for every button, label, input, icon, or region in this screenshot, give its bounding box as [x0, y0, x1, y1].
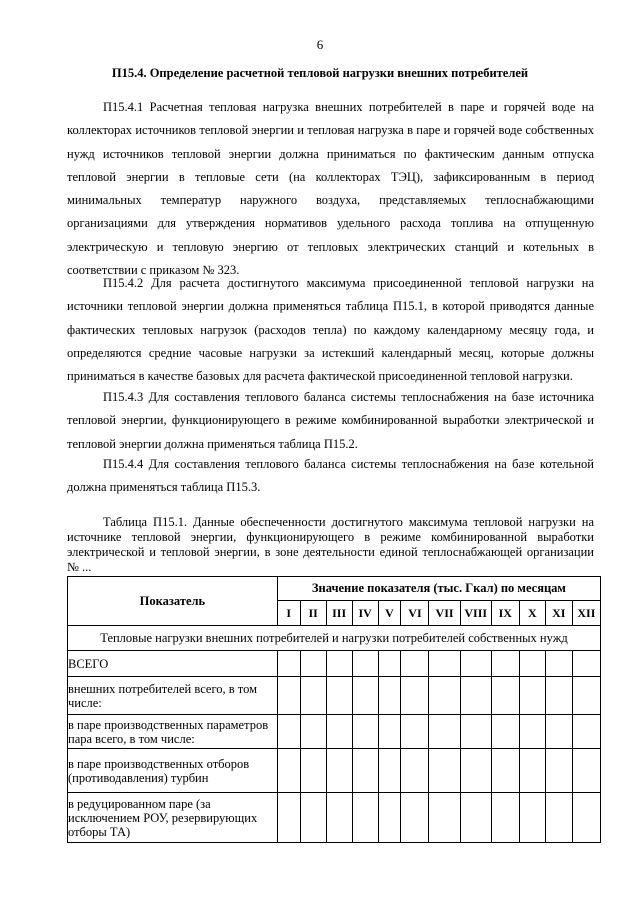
table-row — [68, 715, 601, 749]
table-cell — [401, 793, 429, 843]
table-cell — [378, 793, 401, 843]
table-cell — [491, 715, 519, 749]
table-cell — [401, 651, 429, 677]
table-cell — [491, 793, 519, 843]
month-header: VIII — [460, 601, 491, 626]
table-cell — [401, 749, 429, 793]
table-cell — [460, 651, 491, 677]
table-cell — [572, 677, 600, 715]
month-header: V — [378, 601, 401, 626]
table-cell — [460, 715, 491, 749]
month-header: IX — [491, 601, 519, 626]
table-cell — [429, 715, 460, 749]
table-header-row — [68, 577, 601, 601]
table-cell — [300, 677, 326, 715]
table-cell — [326, 715, 352, 749]
table-cell — [572, 793, 600, 843]
table-cell — [519, 677, 545, 715]
table-cell — [460, 793, 491, 843]
table-cell — [352, 715, 378, 749]
month-header: VI — [401, 601, 429, 626]
month-header: XII — [572, 601, 600, 626]
column-header-group: Значение показателя (тыс. Гкал) по месяцам — [277, 577, 600, 601]
table-cell — [429, 749, 460, 793]
table-cell — [378, 715, 401, 749]
table-cell — [491, 677, 519, 715]
paragraph-15-4-1: П15.4.1 Расчетная тепловая нагрузка внешних потребителей в паре и горячей воде на коллекторах источников тепловой энергии и тепловая нагрузка в паре и горячей воде собственных нужд источников тепловой энергии должна приниматься по фактическим данным отпуска тепловой энергии в тепловые сети (на коллекторах ТЭЦ), зафиксированным в период минимальных температур наружного воздуха, представляемых теплоснабжающими организациями для утверждения нормативов удельного расхода топлива на отпущенную электрическую и тепловую энергию от тепловых электрических станций и котельных в соответствии с приказом № 323. — [67, 100, 594, 278]
month-header: II — [300, 601, 326, 626]
table-cell — [572, 749, 600, 793]
table-cell — [429, 651, 460, 677]
table-cell — [572, 651, 600, 677]
table-cell — [545, 677, 572, 715]
table-cell — [277, 749, 300, 793]
table-cell — [300, 715, 326, 749]
page-number: 6 — [316, 37, 324, 52]
table-cell — [519, 793, 545, 843]
table-cell — [300, 651, 326, 677]
table-cell — [519, 651, 545, 677]
table-row — [68, 651, 601, 677]
table-cell — [326, 651, 352, 677]
table-cell — [491, 749, 519, 793]
month-header: I — [277, 601, 300, 626]
section-row — [68, 626, 601, 651]
table-cell — [300, 749, 326, 793]
table-cell — [545, 715, 572, 749]
table-cell — [277, 715, 300, 749]
month-header: X — [519, 601, 545, 626]
table-cell — [326, 793, 352, 843]
row-label: в паре производственных параметров пара всего, в том числе: — [68, 715, 278, 749]
table-cell — [429, 677, 460, 715]
table-cell — [277, 677, 300, 715]
table-cell — [401, 715, 429, 749]
month-header: III — [326, 601, 352, 626]
row-label: в редуцированном паре (за исключением РОУ, резервирующих отборы ТА) — [68, 793, 278, 843]
section-row-label: Тепловые нагрузки внешних потребителей и нагрузки потребителей собственных нужд — [68, 626, 601, 651]
table-cell — [519, 715, 545, 749]
row-label: в паре производственных отборов (противодавления) турбин — [68, 749, 278, 793]
column-header-indicator: Показатель — [68, 577, 278, 626]
section-title: П15.4. Определение расчетной тепловой нагрузки внешних потребителей — [111, 66, 529, 80]
paragraph-15-4-2: П15.4.2 Для расчета достигнутого максимума присоединенной тепловой нагрузки на источники тепловой энергии должна применяться таблица П15.1, в которой приводятся данные фактических тепловых нагрузок (расходов тепла) по каждому календарному месяцу года, и определяются средние часовые нагрузки за истекший календарный месяц, которые должны приниматься в качестве базовых для расчета фактической присоединенной тепловой нагрузки. — [67, 276, 594, 384]
table-cell — [326, 749, 352, 793]
table-cell — [429, 793, 460, 843]
table-cell — [352, 677, 378, 715]
row-label: внешних потребителей всего, в том числе: — [68, 677, 278, 715]
table-row — [68, 749, 601, 793]
table-cell — [572, 715, 600, 749]
table-cell — [352, 793, 378, 843]
month-header: VII — [429, 601, 460, 626]
table-cell — [326, 677, 352, 715]
table-cell — [352, 749, 378, 793]
data-table — [67, 576, 601, 843]
table-body — [68, 626, 601, 843]
month-header: XI — [545, 601, 572, 626]
table-cell — [277, 651, 300, 677]
month-header: IV — [352, 601, 378, 626]
row-label: ВСЕГО — [68, 651, 278, 677]
table-cell — [378, 677, 401, 715]
table-cell — [545, 651, 572, 677]
table-cell — [352, 651, 378, 677]
table-cell — [300, 793, 326, 843]
table-cell — [545, 793, 572, 843]
paragraph-15-4-4: П15.4.4 Для составления теплового баланса системы теплоснабжения на базе котельной должна применяться таблица П15.3. — [67, 457, 594, 495]
table-caption: Таблица П15.1. Данные обеспеченности достигнутого максимума тепловой нагрузки на источнике тепловой энергии, функционирующего в режиме комбинированной выработки электрической и тепловой энергии, в зоне деятельности единой теплоснабжающей организации № ... — [67, 515, 594, 574]
table-cell — [519, 749, 545, 793]
table-cell — [277, 793, 300, 843]
table-cell — [401, 677, 429, 715]
table-cell — [491, 651, 519, 677]
table-row — [68, 793, 601, 843]
table-cell — [460, 677, 491, 715]
table-cell — [460, 749, 491, 793]
table-cell — [545, 749, 572, 793]
table-cell — [378, 749, 401, 793]
paragraph-15-4-3: П15.4.3 Для составления теплового баланса системы теплоснабжения на базе источника тепловой энергии, функционирующего в режиме комбинированной выработки электрической и тепловой энергии должна применяться таблица П15.2. — [67, 390, 594, 451]
table-row — [68, 677, 601, 715]
table-cell — [378, 651, 401, 677]
